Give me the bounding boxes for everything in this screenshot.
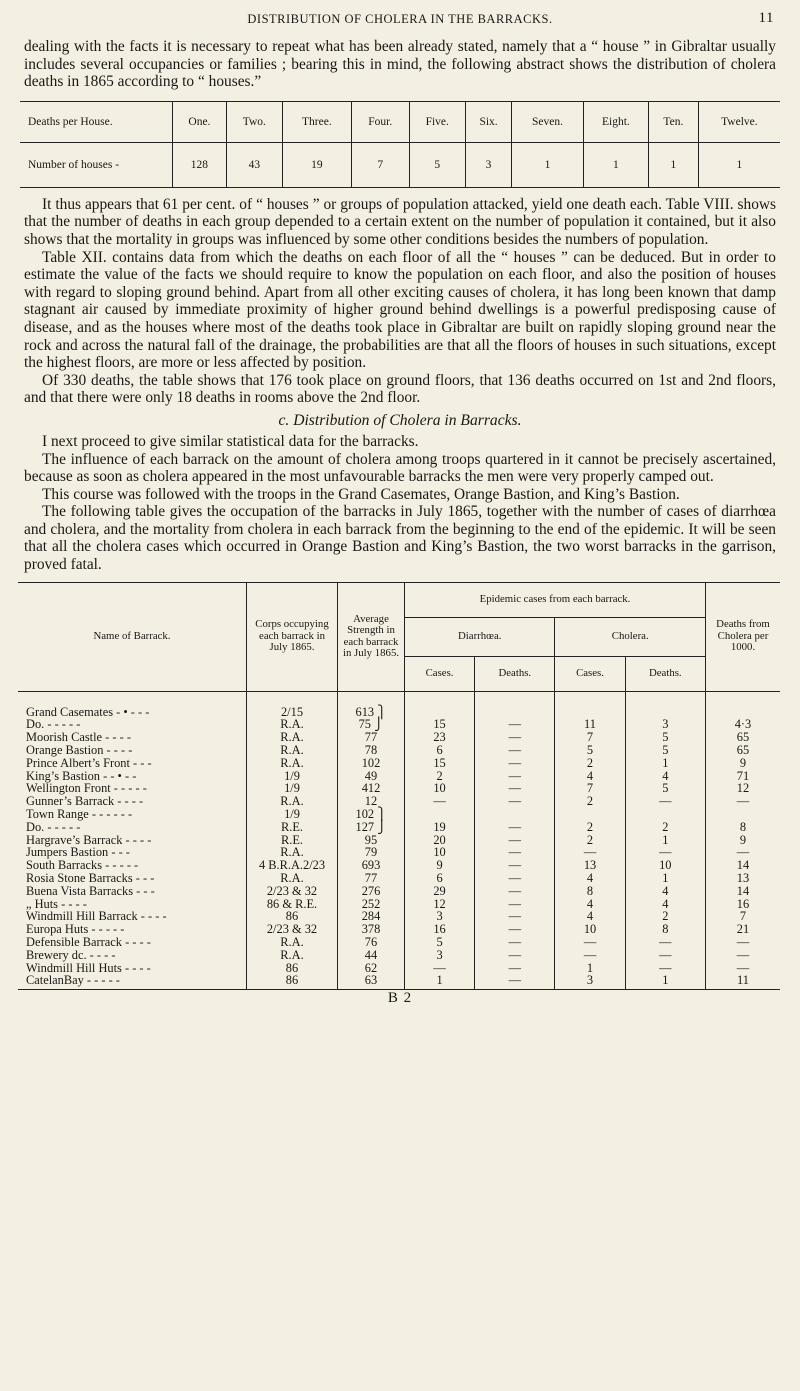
cell-d-cases: —: [405, 795, 475, 808]
cell-c-deaths: 1: [625, 834, 705, 847]
cell-c-cases: 3: [555, 974, 625, 989]
cell-c-cases: 2: [555, 795, 625, 808]
cell-corps: 86: [247, 974, 338, 989]
cell-strength: 77: [338, 731, 405, 744]
cell-c-deaths: [625, 691, 705, 718]
running-head: [24, 8, 776, 38]
cell-name: Defensible Barrack - - - -: [26, 935, 151, 949]
cell-name: Gunner’s Barrack - - - -: [26, 794, 144, 809]
page: [24, 8, 776, 1007]
cell-corps: R.A.: [247, 846, 338, 859]
cell-d-cases: [405, 691, 475, 718]
cell-corps: R.E.: [247, 834, 338, 847]
cell-d-deaths: —: [475, 744, 555, 757]
cell-rate: 21: [706, 923, 781, 936]
cell-c-deaths: 5: [625, 782, 705, 795]
cell-rate: 14: [706, 859, 781, 872]
cell-c-deaths: 8: [625, 923, 705, 936]
cell-rate: [706, 691, 781, 718]
cell-d-deaths: —: [475, 782, 555, 795]
cell-corps: 1/9: [247, 782, 338, 795]
cell-strength: 62: [338, 962, 405, 975]
cell-d-deaths: —: [475, 718, 555, 731]
cell-c-cases: [555, 808, 625, 821]
cell-d-cases: 15: [405, 718, 475, 731]
cell-c-cases: 4: [555, 898, 625, 911]
cell-name: Jumpers Bastion - - -: [26, 845, 130, 860]
cell-corps: R.A.: [247, 744, 338, 757]
cell-strength: 12: [338, 795, 405, 808]
cell-strength: 95: [338, 834, 405, 847]
cell-d-cases: 10: [405, 846, 475, 859]
header-cholera-cases: Cases.: [555, 656, 625, 691]
cell-corps: R.E.: [247, 821, 338, 834]
cell-c-cases: 2: [555, 821, 625, 834]
cell-c-deaths: —: [625, 962, 705, 975]
houses-col-value: 1: [512, 142, 584, 187]
cell-name: Town Range - - - - - -: [26, 807, 133, 822]
signature-mark: B 2: [387, 990, 413, 1007]
houses-col-label: Four.: [351, 101, 409, 142]
cell-d-deaths: [475, 691, 555, 718]
cell-name: South Barracks - - - - -: [26, 858, 139, 873]
cell-d-cases: 1: [405, 974, 475, 989]
body-paragraph: Of 330 deaths, the table shows that 176 took place on ground floors, that 136 deaths occurred on 1st and 2nd floors, and that there were only 18 deaths in rooms above the 2nd floor.: [24, 371, 776, 407]
cell-c-cases: 4: [555, 872, 625, 885]
cell-rate: 65: [706, 744, 781, 757]
cell-c-deaths: 4: [625, 898, 705, 911]
header-corps: Corps occupying each barrack in July 1865.: [247, 582, 338, 691]
cell-name: King’s Bastion - - • - -: [26, 768, 137, 783]
barracks-table: [18, 582, 780, 991]
header-name: Name of Barrack.: [18, 582, 247, 691]
cell-strength: 252: [338, 898, 405, 911]
houses-table-header-row: [20, 101, 780, 142]
cell-strength: 127 ⎭: [338, 821, 405, 834]
cell-d-deaths: —: [475, 770, 555, 783]
cell-corps: 4 B.R.A.2/23: [247, 859, 338, 872]
section-heading: c. Distribution of Cholera in Barracks.: [278, 411, 522, 429]
barracks-table-body: [18, 691, 780, 990]
cell-c-cases: 1: [555, 962, 625, 975]
cell-d-deaths: —: [475, 731, 555, 744]
cell-c-cases: 7: [555, 782, 625, 795]
cell-c-deaths: 1: [625, 872, 705, 885]
cell-rate: 13: [706, 872, 781, 885]
cell-name: Wellington Front - - - - -: [26, 781, 147, 796]
cell-d-cases: 3: [405, 949, 475, 962]
intro-paragraph: dealing with the facts it is necessary to repeat what has been already stated, namely that a “ house ” in Gibraltar usually includes several occupancies or families ; bearing this in mind, the following abstract shows the distribution of cholera deaths in 1865 according to “ houses.”: [24, 38, 776, 91]
houses-col-value: 1: [649, 142, 699, 187]
cell-d-deaths: —: [475, 872, 555, 885]
header-diarrhoea-deaths: Deaths.: [475, 656, 555, 691]
cell-rate: —: [706, 962, 781, 975]
cell-name: Brewery dc. - - - -: [26, 947, 116, 962]
cell-rate: 14: [706, 885, 781, 898]
cell-c-deaths: 1: [625, 757, 705, 770]
cell-strength: 79: [338, 846, 405, 859]
cell-name: Grand Casemates - • - - -: [26, 704, 150, 719]
cell-d-cases: [405, 808, 475, 821]
cell-c-cases: [555, 691, 625, 718]
cell-d-cases: 23: [405, 731, 475, 744]
houses-col-label: Twelve.: [698, 101, 780, 142]
cell-name: Do. - - - - -: [26, 717, 81, 732]
cell-name: Windmill Hill Barrack - - - -: [26, 909, 167, 924]
cell-d-cases: 19: [405, 821, 475, 834]
cell-c-deaths: 5: [625, 731, 705, 744]
cell-strength: 102: [338, 757, 405, 770]
cell-d-cases: 6: [405, 872, 475, 885]
table-row: [18, 872, 780, 885]
cell-c-cases: 13: [555, 859, 625, 872]
table-row: [18, 885, 780, 898]
cell-rate: —: [706, 846, 781, 859]
cell-strength: 276: [338, 885, 405, 898]
table-row: [18, 757, 780, 770]
cell-d-cases: 29: [405, 885, 475, 898]
header-epidemic: Epidemic cases from each barrack.: [405, 582, 706, 617]
cell-c-cases: 7: [555, 731, 625, 744]
cell-corps: R.A.: [247, 936, 338, 949]
cell-d-cases: 20: [405, 834, 475, 847]
cell-strength: 75 ⎭: [338, 718, 405, 731]
cell-c-deaths: 3: [625, 718, 705, 731]
header-diarrhoea: Diarrhœa.: [405, 617, 555, 656]
cell-d-cases: 3: [405, 910, 475, 923]
cell-c-deaths: —: [625, 795, 705, 808]
cell-strength: 378: [338, 923, 405, 936]
houses-col-label: Three.: [282, 101, 351, 142]
table-row: [18, 936, 780, 949]
body-paragraph: It thus appears that 61 per cent. of “ houses ” or groups of population attacked, yield one death each. Table VIII. shows that the number of deaths in each group depended to a certain extent on the number of population it contained, but it also shows that the mortality in groups was influenced by some other conditions besides the numbers of population.: [24, 195, 776, 248]
cell-corps: 86: [247, 910, 338, 923]
page-number: 11: [758, 10, 774, 26]
cell-name: „ Huts - - - -: [26, 896, 87, 911]
cell-d-deaths: —: [475, 898, 555, 911]
cell-strength: 693: [338, 859, 405, 872]
cell-strength: 613 ⎫: [338, 691, 405, 718]
cell-c-deaths: 2: [625, 821, 705, 834]
table-row: [18, 949, 780, 962]
cell-c-deaths: 5: [625, 744, 705, 757]
cell-rate: 12: [706, 782, 781, 795]
cell-strength: 63: [338, 974, 405, 989]
cell-d-deaths: —: [475, 962, 555, 975]
cell-c-deaths: —: [625, 846, 705, 859]
cell-c-cases: —: [555, 936, 625, 949]
cell-c-deaths: [625, 808, 705, 821]
cell-corps: R.A.: [247, 872, 338, 885]
houses-col-value: 3: [465, 142, 511, 187]
cell-corps: 2/23 & 32: [247, 923, 338, 936]
cell-d-deaths: —: [475, 885, 555, 898]
houses-col-value: 1: [583, 142, 648, 187]
cell-name: Rosia Stone Barracks - - -: [26, 871, 155, 886]
cell-corps: 1/9: [247, 808, 338, 821]
cell-d-deaths: —: [475, 834, 555, 847]
cell-c-deaths: 4: [625, 885, 705, 898]
cell-c-cases: 2: [555, 834, 625, 847]
cell-rate: 7: [706, 910, 781, 923]
cell-d-deaths: —: [475, 949, 555, 962]
header-cholera-deaths: Deaths.: [625, 656, 705, 691]
header-diarrhoea-cases: Cases.: [405, 656, 475, 691]
cell-corps: R.A.: [247, 757, 338, 770]
cell-c-deaths: 2: [625, 910, 705, 923]
houses-col-label: Eight.: [583, 101, 648, 142]
cell-strength: 284: [338, 910, 405, 923]
cell-rate: 9: [706, 757, 781, 770]
cell-corps: R.A.: [247, 731, 338, 744]
cell-c-deaths: —: [625, 949, 705, 962]
body-paragraph: I next proceed to give similar statistical data for the barracks.: [42, 432, 419, 450]
houses-table-value-row: [20, 142, 780, 187]
body-paragraph: The influence of each barrack on the amount of cholera among troops quartered in it cannot be precisely ascertained, because as soon as cholera appeared in the most unfavourable barracks the men were very properly camped out.: [24, 450, 776, 486]
cell-rate: 9: [706, 834, 781, 847]
houses-col-value: 128: [173, 142, 227, 187]
header-cholera: Cholera.: [555, 617, 706, 656]
cell-strength: 102 ⎫: [338, 808, 405, 821]
table-row: [18, 744, 780, 757]
cell-rate: [706, 808, 781, 821]
cell-c-cases: 8: [555, 885, 625, 898]
header-rate: Deaths from Cholera per 1000.: [706, 582, 781, 691]
cell-c-deaths: 4: [625, 770, 705, 783]
cell-c-cases: 4: [555, 910, 625, 923]
cell-corps: R.A.: [247, 718, 338, 731]
cell-rate: 4·3: [706, 718, 781, 731]
houses-col-value: 1: [698, 142, 780, 187]
running-head-title: DISTRIBUTION OF CHOLERA IN THE BARRACKS.: [247, 12, 553, 26]
cell-c-cases: —: [555, 949, 625, 962]
cell-c-cases: 2: [555, 757, 625, 770]
cell-d-deaths: —: [475, 757, 555, 770]
cell-corps: 86: [247, 962, 338, 975]
body-paragraph: Table XII. contains data from which the deaths on each floor of all the “ houses ” can be deduced. But in order to estimate the value of the facts we should require to know the population on each floor, and also the position of houses with regard to sloping ground behind. Apart from all other exciting causes of cholera, it has long been known that damp stagnant air caused by immediate proximity of higher ground behind dwellings is a powerful predisposing cause of disease, and as the houses where most of the deaths took place in Gibraltar are built on rapidly sloping ground near the rock and across the natural fall of the drainage, the probabilities are that all the floors of houses in such situations, except the highest floors, are more or less affected by position.: [24, 248, 776, 372]
cell-d-deaths: —: [475, 974, 555, 989]
houses-col-value: 5: [409, 142, 465, 187]
cell-rate: 16: [706, 898, 781, 911]
houses-table: [20, 101, 780, 188]
cell-d-deaths: [475, 808, 555, 821]
cell-name: Hargrave’s Barrack - - - -: [26, 832, 152, 847]
cell-corps: R.A.: [247, 949, 338, 962]
cell-d-deaths: —: [475, 936, 555, 949]
cell-corps: 1/9: [247, 770, 338, 783]
cell-rate: 65: [706, 731, 781, 744]
cell-rate: 8: [706, 821, 781, 834]
cell-d-deaths: —: [475, 859, 555, 872]
cell-strength: 78: [338, 744, 405, 757]
cell-strength: 49: [338, 770, 405, 783]
cell-rate: 11: [706, 974, 781, 989]
houses-col-label: Six.: [465, 101, 511, 142]
houses-col-label: Seven.: [512, 101, 584, 142]
table-row: [18, 808, 780, 821]
cell-c-cases: 10: [555, 923, 625, 936]
cell-strength: 412: [338, 782, 405, 795]
header-strength: Average Strength in each barrack in July 1865.: [338, 582, 405, 691]
cell-strength: 44: [338, 949, 405, 962]
cell-name: Orange Bastion - - - -: [26, 743, 133, 758]
cell-c-cases: —: [555, 846, 625, 859]
cell-d-deaths: —: [475, 795, 555, 808]
paragraph-group-1: [24, 196, 776, 407]
cell-strength: 76: [338, 936, 405, 949]
cell-c-cases: 4: [555, 770, 625, 783]
cell-d-cases: 9: [405, 859, 475, 872]
cell-rate: 71: [706, 770, 781, 783]
cell-rate: —: [706, 949, 781, 962]
cell-d-cases: 15: [405, 757, 475, 770]
cell-name: Europa Huts - - - - -: [26, 922, 125, 937]
houses-row1-label: Deaths per House.: [20, 101, 173, 142]
cell-d-cases: —: [405, 962, 475, 975]
cell-d-deaths: —: [475, 821, 555, 834]
houses-col-value: 7: [351, 142, 409, 187]
cell-name: Prince Albert’s Front - - -: [26, 755, 152, 770]
houses-col-label: Ten.: [649, 101, 699, 142]
body-paragraph: The following table gives the occupation of the barracks in July 1865, together with the number of cases of diarrhœa and cholera, and the mortality from cholera in each barrack from the beginning to the end of the epidemic. It will be seen that all the cholera cases which occurred in Orange Bastion and King’s Bastion, the two worst barracks in the garrison, proved fatal.: [24, 503, 776, 574]
cell-name: Do. - - - - -: [26, 819, 81, 834]
cell-d-cases: 5: [405, 936, 475, 949]
cell-c-deaths: 10: [625, 859, 705, 872]
cell-d-cases: 2: [405, 770, 475, 783]
cell-corps: R.A.: [247, 795, 338, 808]
cell-corps: 2/23 & 32: [247, 885, 338, 898]
cell-d-deaths: —: [475, 910, 555, 923]
cell-d-cases: 16: [405, 923, 475, 936]
cell-d-cases: 12: [405, 898, 475, 911]
houses-col-label: Two.: [226, 101, 282, 142]
cell-c-deaths: —: [625, 936, 705, 949]
cell-c-deaths: 1: [625, 974, 705, 989]
cell-corps: 2/15: [247, 691, 338, 718]
cell-strength: 77: [338, 872, 405, 885]
cell-d-cases: 10: [405, 782, 475, 795]
paragraph-group-2: [24, 433, 776, 574]
houses-col-value: 19: [282, 142, 351, 187]
cell-d-cases: 6: [405, 744, 475, 757]
cell-d-deaths: —: [475, 923, 555, 936]
cell-rate: —: [706, 795, 781, 808]
body-paragraph: This course was followed with the troops in the Grand Casemates, Orange Bastion, and King’s Bastion.: [42, 485, 680, 503]
cell-c-cases: 11: [555, 718, 625, 731]
cell-c-cases: 5: [555, 744, 625, 757]
houses-col-label: Five.: [409, 101, 465, 142]
cell-rate: —: [706, 936, 781, 949]
cell-name: CatelanBay - - - - -: [18, 974, 247, 989]
cell-name: Moorish Castle - - - -: [26, 730, 131, 745]
cell-name: Buena Vista Barracks - - -: [26, 883, 155, 898]
table-row: [18, 795, 780, 808]
houses-row2-label: Number of houses -: [20, 142, 173, 187]
table-row: [18, 974, 780, 989]
houses-col-value: 43: [226, 142, 282, 187]
cell-d-deaths: —: [475, 846, 555, 859]
table-row: [18, 691, 780, 718]
cell-corps: 86 & R.E.: [247, 898, 338, 911]
cell-name: Windmill Hill Huts - - - -: [26, 960, 151, 975]
table-row: [18, 821, 780, 834]
houses-col-label: One.: [173, 101, 227, 142]
